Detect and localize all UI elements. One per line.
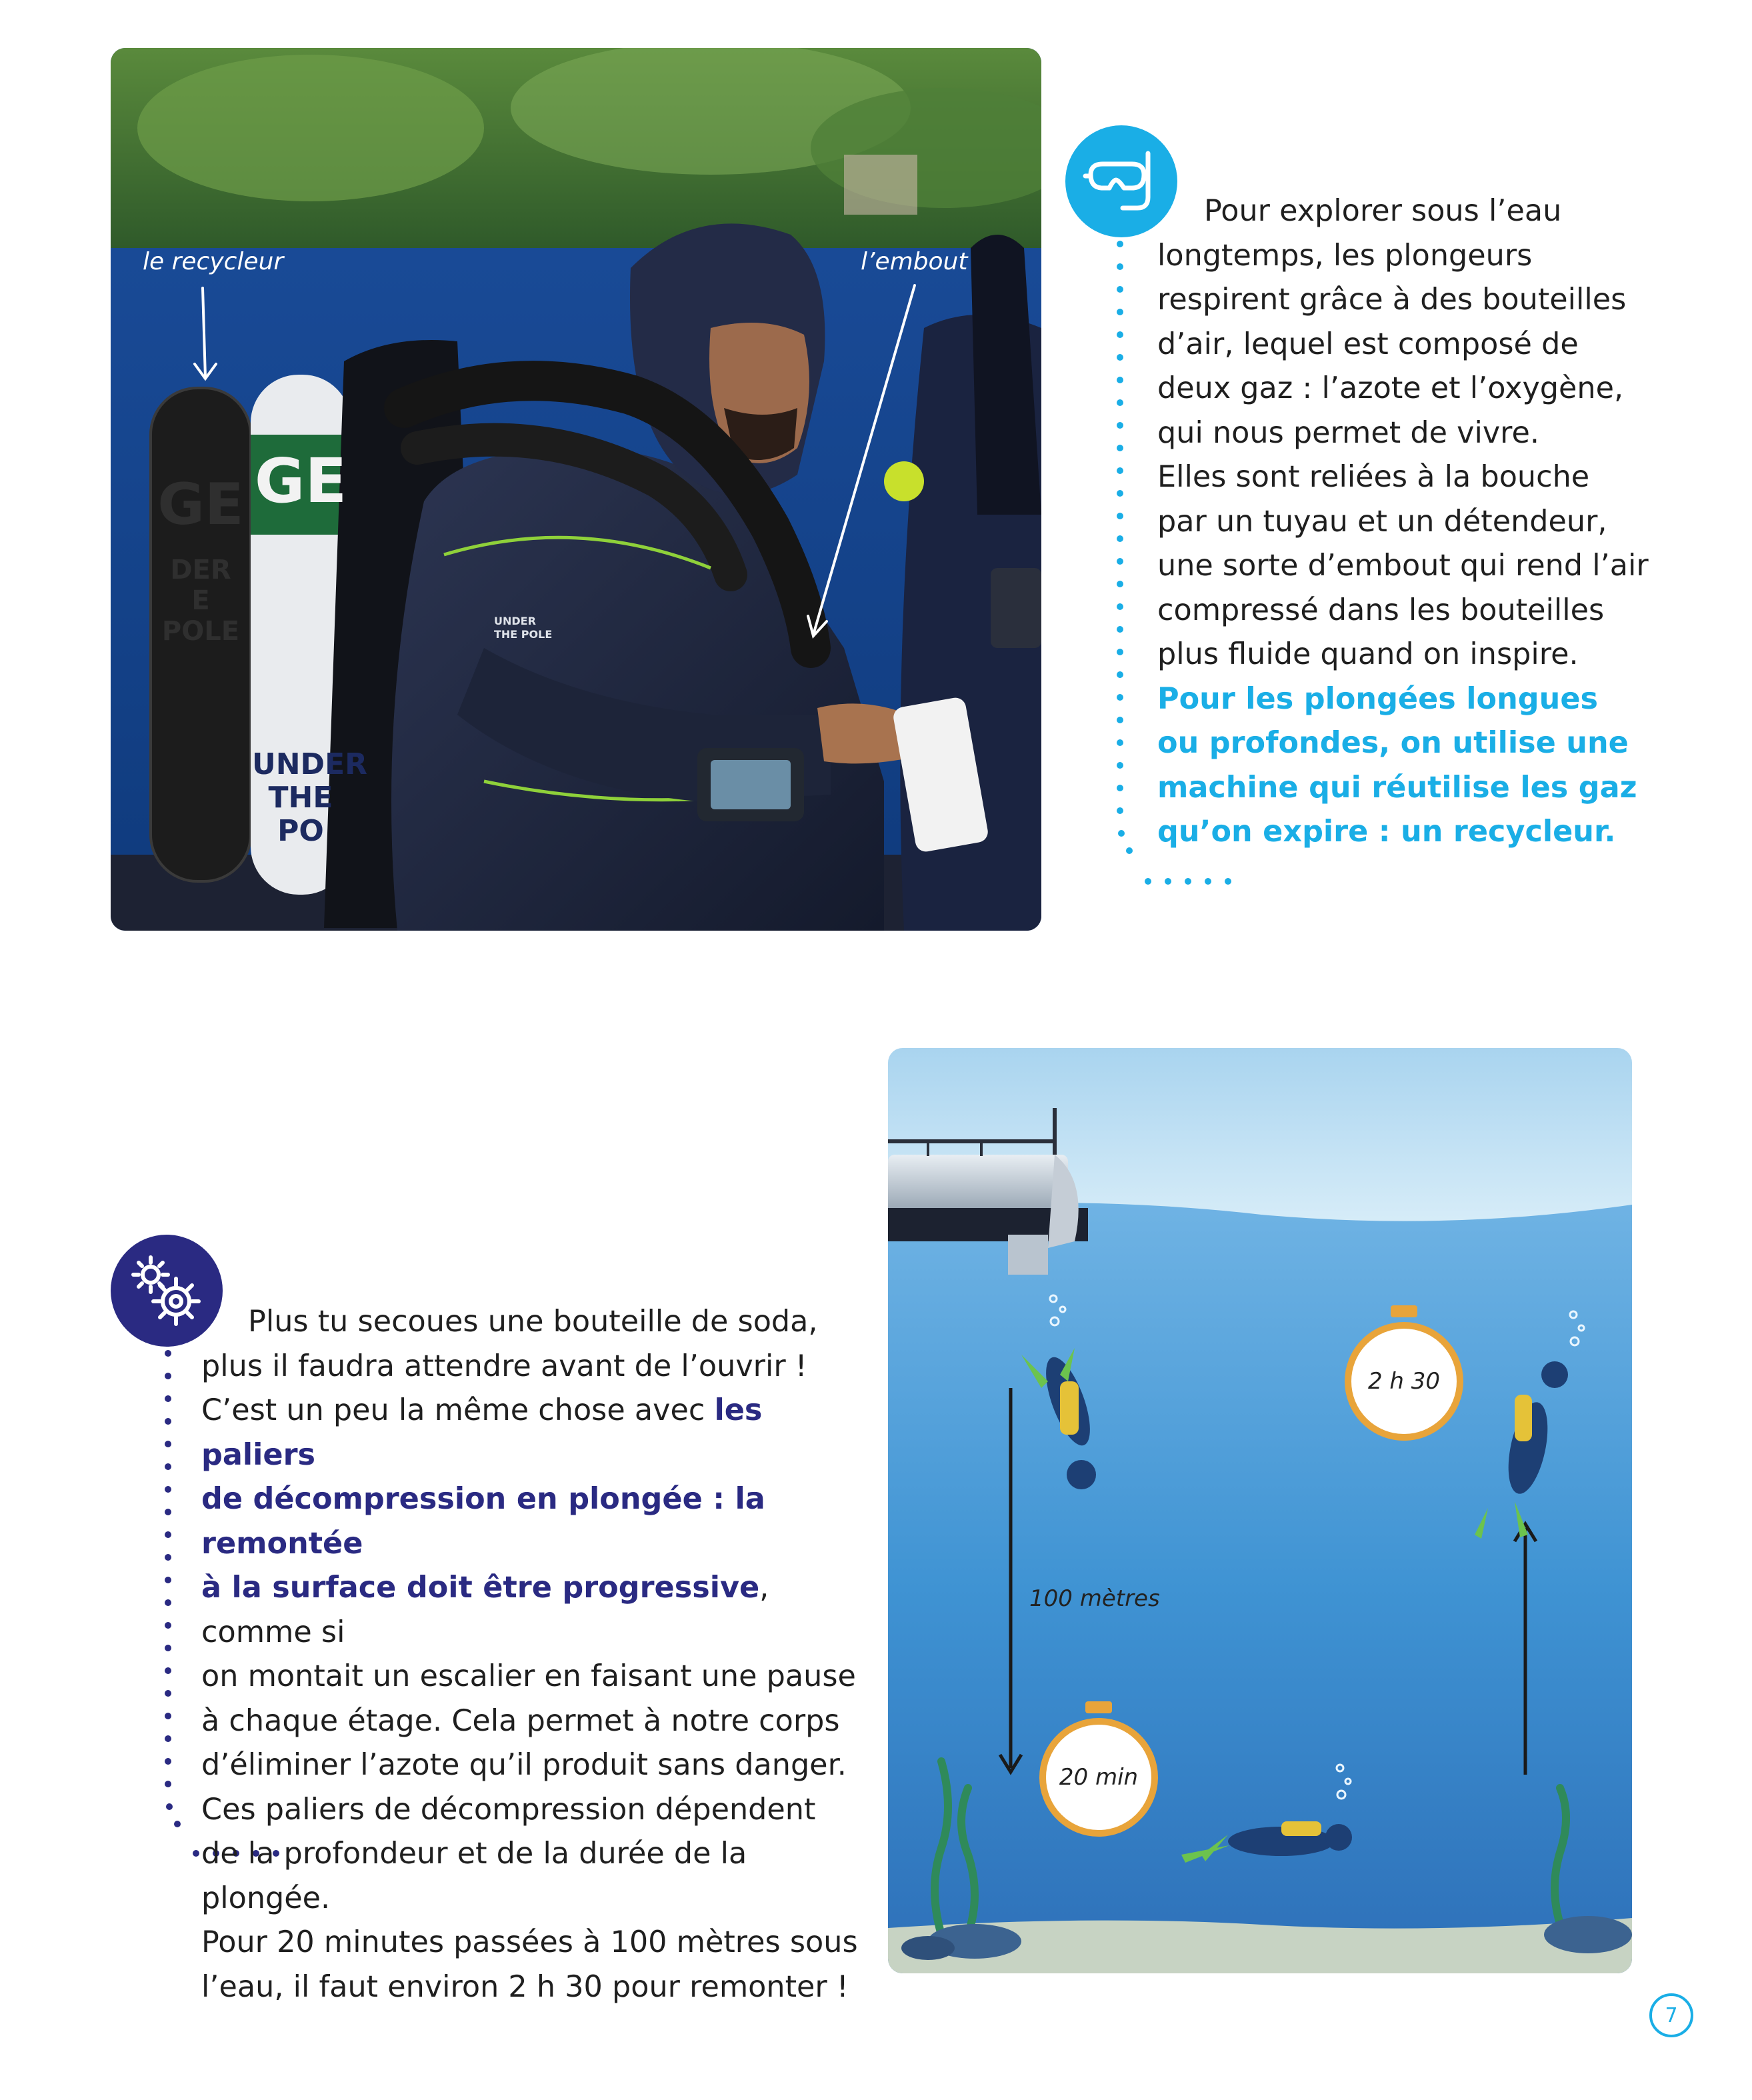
block2-line-5	[201, 1566, 868, 1655]
block2-line-1: Plus tu secoues une bouteille de soda,	[248, 1305, 818, 1339]
mouthpiece-arrow	[813, 285, 915, 635]
black-tank-mark-3: E POLE	[161, 585, 240, 647]
block1-text	[1157, 189, 1664, 855]
block2-line-6: on montait un escalier en faisant une pause	[201, 1659, 856, 1693]
page-number: 7	[1649, 1993, 1693, 2037]
block1-highlight-3: machine qui réutilise les gaz	[1157, 770, 1637, 805]
photo-label-arrows	[111, 48, 1041, 931]
block1-line-3: respirent grâce à des bouteilles	[1157, 283, 1627, 317]
label-mouthpiece: l’embout	[861, 248, 968, 275]
white-tank-mark-3: THE PO	[268, 781, 333, 848]
block2-line-12: l’eau, il faut environ 2 h 30 pour remonter !	[201, 1969, 849, 2004]
timer-top-label: 2 h 30	[1367, 1368, 1441, 1395]
block2-line-5-bold: à la surface doit être progressive	[201, 1571, 760, 1605]
block1-highlight-2: ou profondes, on utilise une	[1157, 726, 1629, 760]
block1-highlight-1: Pour les plongées longues	[1157, 681, 1598, 716]
gears-icon	[127, 1251, 207, 1331]
block1-line-6: qui nous permet de vivre.	[1157, 415, 1540, 450]
block1-highlight-4: qu’on expire : un recycleur.	[1157, 815, 1616, 849]
block1-line-5: deux gaz : l’azote et l’oxygène,	[1157, 371, 1624, 405]
block1-line-9: une sorte d’embout qui rend l’air	[1157, 549, 1649, 583]
block1-line-7: Elles sont reliées à la bouche	[1157, 460, 1590, 494]
white-tank-mark-2: UNDER	[252, 747, 368, 781]
block2-line-8: d’éliminer l’azote qu’il produit sans danger.	[201, 1748, 847, 1782]
black-tank-mark-1: GE	[157, 471, 244, 538]
label-rebreather: le recycleur	[143, 248, 284, 275]
block2-line-2: plus il faudra attendre avant de l’ouvrir !	[201, 1349, 807, 1383]
block2-text	[201, 1300, 868, 2009]
block2-line-5-plain: , comme si	[201, 1571, 769, 1649]
block2-line-7: à chaque étage. Cela permet à notre corps	[201, 1703, 840, 1738]
block2-line-3	[201, 1389, 868, 1477]
block2-line-4: de décompression en plongée : la remontée	[201, 1482, 765, 1561]
decompression-illustration	[888, 1048, 1632, 1973]
rebreather-arrow	[203, 288, 205, 377]
diver-photo	[111, 48, 1041, 931]
block2-line-9: Ces paliers de décompression dépendent	[201, 1792, 816, 1827]
depth-label: 100 mètres	[1029, 1585, 1160, 1612]
block1-line-2: longtemps, les plongeurs	[1157, 238, 1533, 273]
block2-line-11: Pour 20 minutes passées à 100 mètres sous	[201, 1925, 858, 1959]
block2-line-3-bold: les paliers	[201, 1393, 763, 1472]
decompression-drawing	[888, 1048, 1632, 1973]
block1-line-11: plus fluide quand on inspire.	[1157, 637, 1579, 671]
block1-line-4: d’air, lequel est composé de	[1157, 327, 1579, 361]
block1-line-1: Pour explorer sous l’eau	[1204, 194, 1562, 228]
block1-line-8: par un tuyau et un détendeur,	[1157, 504, 1607, 539]
block1-line-10: compressé dans les bouteilles	[1157, 593, 1605, 627]
white-tank-mark-top: GE	[254, 445, 347, 517]
black-tank-mark-2: DER	[170, 555, 231, 585]
suit-logo-line-1: UNDER	[494, 615, 536, 627]
snorkel-mask-icon	[1081, 141, 1161, 221]
timer-bottom-label: 20 min	[1059, 1764, 1139, 1791]
block2-line-3-plain: C’est un peu la même chose avec	[201, 1393, 715, 1427]
block2-line-10: de la profondeur et de la durée de la plongée.	[201, 1837, 747, 1915]
suit-logo-line-2: THE POLE	[494, 628, 553, 641]
